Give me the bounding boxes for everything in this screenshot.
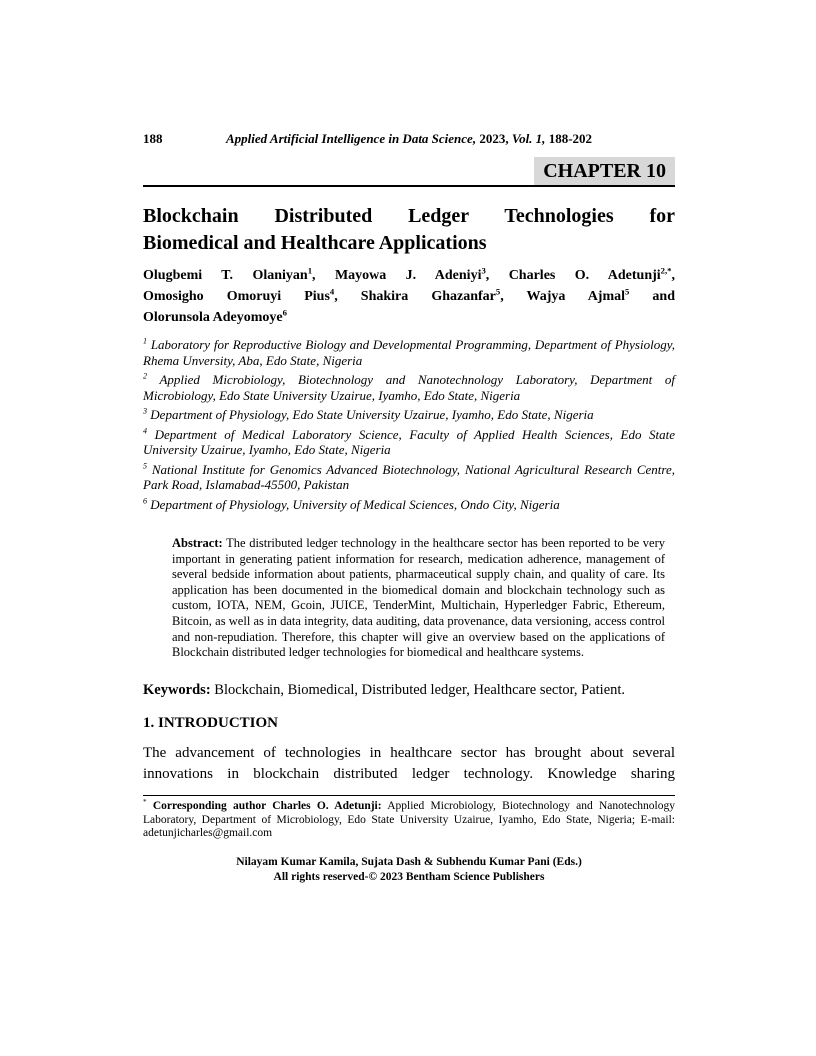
chapter-rule bbox=[143, 157, 675, 187]
page-number: 188 bbox=[143, 131, 163, 146]
introduction-paragraph bbox=[143, 743, 675, 786]
journal-pages: 188-202 bbox=[548, 131, 593, 146]
journal-volume: Vol. 1, bbox=[511, 131, 546, 146]
corresponding-author-footnote bbox=[143, 796, 675, 841]
footnote-bold-label: Corresponding author Charles O. Adetunji: bbox=[152, 799, 382, 812]
chapter-title-line: Biomedical and Healthcare Applications bbox=[143, 232, 487, 254]
affiliation: $^1$ Laboratory for Reproductive Biology and Developmental Programming, Department of Physiology, Rhema Unversity, Aba, Edo State, Nigeria bbox=[143, 336, 675, 368]
keywords bbox=[143, 680, 675, 700]
journal-reference bbox=[143, 131, 675, 147]
affiliation: $^4$ Department of Medical Laboratory Science, Faculty of Applied Health Sciences, Edo State University Uzairue, Iyamho, Edo State, Nigeria bbox=[143, 426, 675, 457]
chapter-title bbox=[143, 203, 675, 257]
abstract bbox=[172, 536, 665, 661]
affiliation: $^5$ National Institute for Genomics Advanced Biotechnology, National Agricultural Research Centre, Park Road, Islamabad-45500, Pakistan bbox=[143, 461, 675, 492]
affiliation: $^6$ Department of Physiology, University of Medical Sciences, Ondo City, Nigeria bbox=[143, 496, 560, 512]
paragraph-line: The advancement of technologies in healthcare sector has brought about several bbox=[143, 744, 675, 761]
chapter-badge: CHAPTER 10 bbox=[534, 157, 675, 185]
editors-line: Nilayam Kumar Kamila, Sujata Dash & Subhendu Kumar Pani (Eds.) bbox=[236, 856, 582, 869]
page-content bbox=[143, 0, 675, 884]
affiliation: $^2$ Applied Microbiology, Biotechnology and Nanotechnology Laboratory, Department of Microbiology, Edo State University Uzairue, Iyamho, Edo State, Nigeria bbox=[143, 371, 675, 403]
author-list bbox=[143, 265, 675, 328]
chapter-title-line: Blockchain Distributed Ledger Technologies for bbox=[143, 205, 675, 227]
journal-year: 2023, bbox=[479, 131, 509, 146]
footnote-marker: * bbox=[143, 797, 147, 806]
keywords-text: Blockchain, Biomedical, Distributed ledger, Healthcare sector, Patient. bbox=[214, 681, 626, 698]
journal-name: Applied Artificial Intelligence in Data Science, bbox=[225, 131, 477, 146]
affiliation: $^3$ Department of Physiology, Edo State University Uzairue, Iyamho, Edo State, Nigeria bbox=[143, 406, 594, 422]
paragraph-line: innovations in blockchain distributed ledger technology. Knowledge sharing bbox=[143, 766, 675, 783]
keywords-label: Keywords: bbox=[143, 681, 211, 698]
footnote-text: Applied Microbiology, Biotechnology and Nanotechnology Laboratory, Department of Microbiology, Edo State University Uzairue, Iyamho, Edo State, Nigeria; E-mail: adetunjicharles@gmail.com bbox=[143, 799, 675, 840]
copyright-line: All rights reserved-© 2023 Bentham Science Publishers bbox=[273, 870, 545, 883]
author-line: Olorunsola Adeyomoye$^6$ bbox=[143, 307, 287, 325]
affiliation-list bbox=[143, 337, 675, 512]
author-line: Omosigho Omoruyi Pius$^4$, Shakira Ghazanfar$^5$, Wajya Ajmal$^5$ and bbox=[143, 286, 675, 304]
section-heading-introduction: 1. INTRODUCTION bbox=[143, 714, 279, 731]
publisher-footer bbox=[143, 855, 675, 884]
author-line: Olugbemi T. Olaniyan$^1$, Mayowa J. Adeniyi$^3$, Charles O. Adetunji$^{2,*}$, bbox=[143, 265, 675, 283]
running-header bbox=[143, 131, 675, 148]
abstract-text: The distributed ledger technology in the healthcare sector has been reported to be very important in generating patient information for research, medication adherence, management of several bedside information about patients, pharmaceutical supply chain, and quality of care. Its application has been documented in the biomedical domain and blockchain technology such as custom, IOTA, NEM, Gcoin, JUICE, TenderMint, Multichain, Hyperledger Fabric, Ethereum, Bitcoin, as well as in data integrity, data auditing, data provenance, data versioning, access control and non-repudiation. Therefore, this chapter will give an overview based on the applications of Blockchain distributed ledger technologies for biomedical and healthcare systems. bbox=[172, 536, 665, 660]
abstract-label: Abstract: bbox=[172, 536, 223, 550]
